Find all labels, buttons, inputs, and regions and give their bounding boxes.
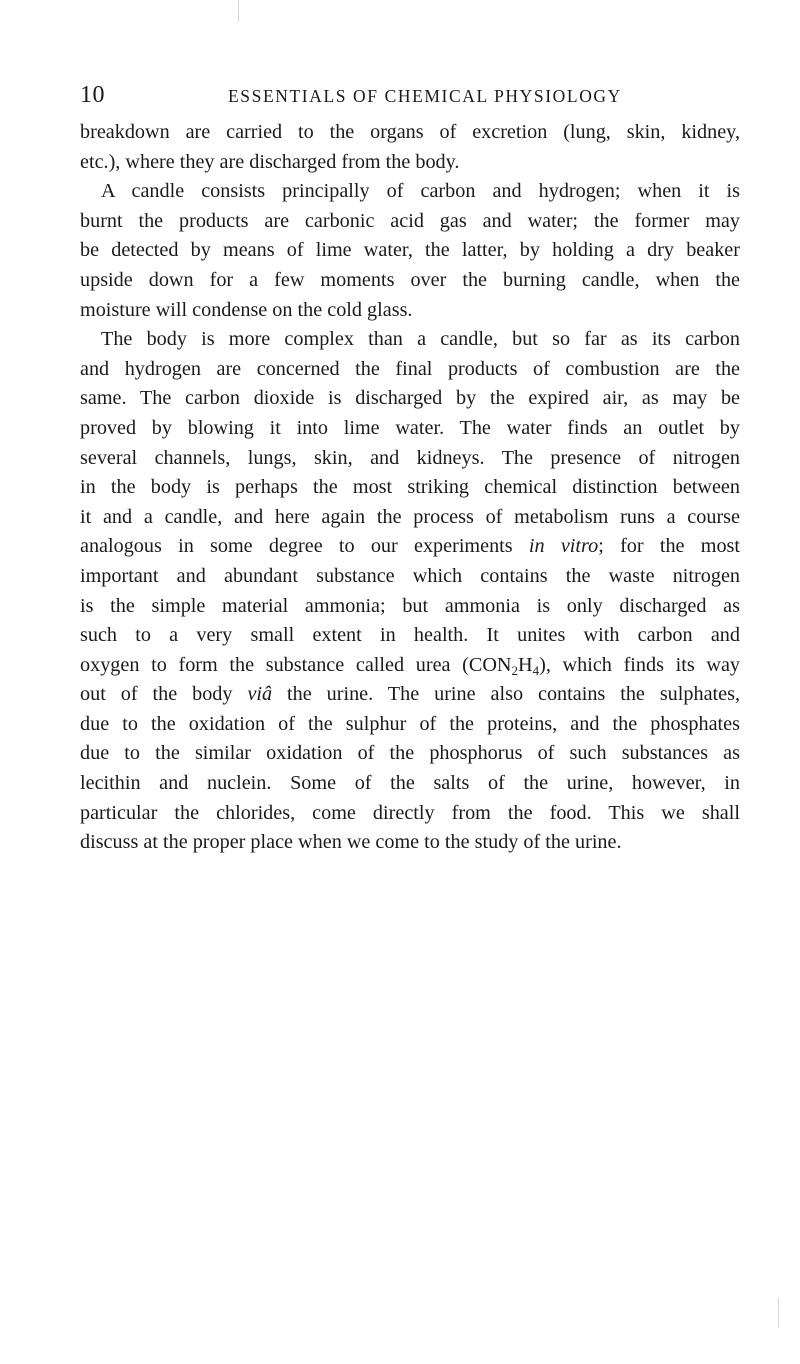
text-run: the urine. The urine also contains the sulphates,: [272, 683, 740, 706]
text-line: in the body is perhaps the most striking chemical distinction between: [80, 476, 740, 499]
text-line: [80, 680, 740, 710]
text-line: same. The carbon dioxide is discharged by the expired air, as may be: [80, 387, 740, 410]
text-line: [80, 532, 740, 562]
text-run: ; for the most: [598, 535, 740, 558]
text-line: breakdown are carried to the organs of excretion (lung, skin, kidney,: [80, 121, 740, 143]
text-run: out of the body: [80, 683, 248, 706]
subscript: 4: [532, 662, 540, 678]
page-number: 10: [80, 82, 105, 108]
running-head: [80, 82, 740, 112]
text-line: due to the similar oxidation of the phosphorus of such substances as: [80, 742, 740, 765]
text-run: ), which finds its way: [539, 653, 740, 676]
italic-term: viâ: [247, 683, 273, 706]
text-line: it and a candle, and here again the process of metabolism runs a course: [80, 505, 740, 528]
text-line: burnt the products are carbonic acid gas and water; the former may: [80, 209, 740, 232]
paper-mark: [778, 1298, 779, 1328]
subscript: 2: [511, 662, 519, 678]
text-line: is the simple material ammonia; but ammonia is only discharged as: [80, 594, 740, 617]
text-line: due to the oxidation of the sulphur of the proteins, and the phosphates: [80, 712, 740, 735]
text-line: [80, 651, 740, 681]
text-run: H: [518, 653, 533, 676]
text-line: The body is more complex than a candle, but so far as its carbon: [101, 328, 740, 351]
text-line: particular the chlorides, come directly from the food. This we shall: [80, 801, 740, 824]
text-line: and hydrogen are concerned the final products of combustion are the: [80, 357, 740, 380]
text-run: oxygen to form the substance called urea (CON: [80, 653, 512, 676]
text-line: moisture will condense on the cold glass.: [80, 298, 413, 321]
italic-term: in vitro: [528, 535, 599, 558]
text-line: lecithin and nuclein. Some of the salts of the urine, however, in: [80, 772, 740, 795]
text-line: proved by blowing it into lime water. The water finds an outlet by: [80, 416, 740, 439]
text-line: important and abundant substance which contains the waste nitrogen: [80, 564, 740, 587]
text-line: etc.), where they are discharged from the body.: [80, 150, 460, 173]
body-text: [80, 118, 740, 858]
text-line: discuss at the proper place when we come to the study of the urine.: [80, 831, 622, 854]
text-run: analogous in some degree to our experiments: [80, 535, 529, 558]
text-line: be detected by means of lime water, the latter, by holding a dry beaker: [80, 239, 740, 262]
text-line: such to a very small extent in health. It unites with carbon and: [80, 624, 740, 647]
text-line: A candle consists principally of carbon and hydrogen; when it is: [101, 180, 740, 203]
running-head-title: ESSENTIALS OF CHEMICAL PHYSIOLOGY: [228, 86, 622, 106]
text-line: upside down for a few moments over the burning candle, when the: [80, 268, 740, 291]
text-line: several channels, lungs, skin, and kidneys. The presence of nitrogen: [80, 446, 740, 469]
paper-mark: [238, 0, 239, 22]
